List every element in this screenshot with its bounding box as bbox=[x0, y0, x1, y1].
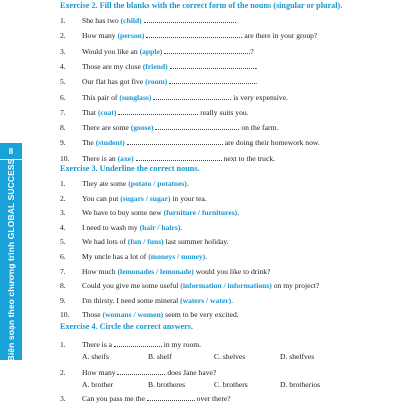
ex4-q1-option-a[interactable]: A. sheifs bbox=[82, 352, 109, 361]
ex4-question-1 bbox=[60, 339, 201, 351]
item-text: How many bbox=[82, 31, 118, 41]
item-number: 8. bbox=[60, 281, 66, 291]
item-number: 8. bbox=[60, 123, 66, 133]
item-text: Those are my close bbox=[82, 61, 143, 71]
item-text: seem to be very excited. bbox=[163, 310, 239, 320]
item-keyword: (axe) bbox=[117, 153, 134, 163]
exercise2-item bbox=[60, 122, 278, 134]
exercise2-item bbox=[60, 15, 236, 27]
answer-blank[interactable] bbox=[146, 30, 242, 38]
item-text: I need to wash my bbox=[82, 222, 140, 232]
item-text: are there in your group? bbox=[242, 31, 318, 41]
exercise2-item bbox=[60, 92, 288, 104]
sidebar bbox=[0, 0, 22, 400]
item-text: next to the truck. bbox=[221, 153, 276, 163]
question-text: over there? bbox=[194, 394, 231, 403]
exercise3-item bbox=[60, 236, 229, 248]
answer-blank[interactable] bbox=[136, 153, 222, 161]
answer-blank[interactable] bbox=[164, 46, 250, 54]
exercise2-item bbox=[60, 30, 317, 42]
item-text: The bbox=[82, 138, 96, 148]
item-text: How much bbox=[82, 266, 118, 276]
item-text: on my project? bbox=[271, 281, 320, 291]
item-number: 5. bbox=[60, 237, 66, 247]
answer-blank[interactable] bbox=[117, 367, 165, 375]
item-number: 9. bbox=[60, 295, 66, 305]
item-number: 7. bbox=[60, 107, 66, 117]
item-text: . bbox=[180, 222, 183, 232]
item-keyword: (sunglass) bbox=[119, 92, 152, 102]
item-text: Our flat has got five bbox=[82, 77, 146, 87]
item-keyword[interactable]: (waters / water) bbox=[180, 295, 232, 305]
exercise2-item bbox=[60, 137, 320, 149]
item-keyword[interactable]: (hair / hairs) bbox=[139, 222, 181, 232]
item-number: 4. bbox=[60, 61, 66, 71]
ex4-question-3 bbox=[60, 393, 231, 405]
ex4-q1-option-d[interactable]: D. shelfves bbox=[280, 352, 315, 361]
item-keyword[interactable]: (fun / funs) bbox=[127, 237, 164, 247]
item-keyword[interactable]: (womans / women) bbox=[102, 310, 164, 320]
item-text: I'm thirsty. I need some mineral bbox=[82, 295, 181, 305]
item-number: 6. bbox=[60, 92, 66, 102]
item-text: You can put bbox=[82, 193, 121, 203]
question-text: Can you pass me the bbox=[82, 394, 147, 403]
exercise2-item bbox=[60, 107, 249, 119]
ex4-q1-option-c[interactable]: C. shelves bbox=[214, 352, 246, 361]
exercise3-item bbox=[60, 222, 182, 234]
item-number: 5. bbox=[60, 77, 66, 87]
item-number: 4. bbox=[60, 222, 66, 232]
item-keyword[interactable]: (furniture / furnitures) bbox=[163, 208, 238, 218]
item-number: 7. bbox=[60, 266, 66, 276]
item-text: We have to buy some new bbox=[82, 208, 164, 218]
ex4-q2-option-d[interactable]: D. brotherios bbox=[280, 380, 321, 389]
item-text: . bbox=[237, 208, 240, 218]
item-keyword[interactable]: (lemonades / lemonade) bbox=[117, 266, 194, 276]
answer-blank[interactable] bbox=[170, 61, 256, 69]
item-number: 1. bbox=[60, 179, 66, 188]
item-keyword: (person) bbox=[117, 31, 145, 41]
answer-blank[interactable] bbox=[144, 15, 236, 23]
item-keyword: (apple) bbox=[139, 46, 163, 56]
item-text: That bbox=[82, 107, 98, 117]
item-text: Those bbox=[82, 310, 103, 320]
item-text: There is an bbox=[82, 153, 118, 163]
exercise3-item bbox=[60, 251, 207, 263]
exercise3-item bbox=[60, 309, 239, 321]
item-text: She has two bbox=[82, 16, 121, 25]
exercise3-item bbox=[60, 295, 233, 307]
page-number: 8 bbox=[0, 143, 22, 159]
question-number: 2. bbox=[60, 368, 66, 377]
item-keyword: (room) bbox=[145, 77, 168, 87]
answer-blank[interactable] bbox=[169, 76, 258, 87]
exercise3-item bbox=[60, 266, 270, 278]
item-text: . bbox=[205, 252, 208, 261]
ex4-q2-option-b[interactable]: B. brotheres bbox=[148, 380, 186, 389]
item-keyword[interactable]: (sugars / sugar) bbox=[120, 193, 171, 203]
item-text: We had lots of bbox=[82, 237, 128, 247]
item-number: 2. bbox=[60, 193, 66, 203]
ex4-question-2 bbox=[60, 367, 216, 379]
item-keyword: (friend) bbox=[142, 61, 168, 71]
item-number: 3. bbox=[60, 208, 66, 218]
exercise-2-title: Exercise 2. Fill the blanks with the correct form of the nouns (singular or plural). bbox=[60, 1, 343, 10]
exercise-3-title: Exercise 3. Underline the correct nouns. bbox=[60, 164, 200, 173]
item-text: are doing their homework now. bbox=[222, 138, 320, 148]
item-keyword: (student) bbox=[95, 138, 125, 148]
item-text: There are some bbox=[82, 123, 131, 133]
item-keyword: (child) bbox=[120, 16, 142, 25]
item-text: . bbox=[255, 61, 258, 71]
question-text: How many bbox=[82, 368, 118, 377]
item-number: 1. bbox=[60, 16, 66, 25]
item-text: in your tea. bbox=[170, 193, 207, 203]
item-number: 2. bbox=[60, 31, 66, 41]
sidebar-vertical-text: Biên soạn theo chương trình GLOBAL SUCCESS bbox=[6, 158, 16, 362]
item-text: would you like to drink? bbox=[193, 266, 271, 276]
item-keyword[interactable]: (potato / potatoes) bbox=[128, 179, 187, 188]
question-number: 1. bbox=[60, 340, 66, 349]
exercise3-item bbox=[60, 193, 207, 205]
item-keyword: (coat) bbox=[97, 107, 117, 117]
question-text: There is a bbox=[82, 340, 114, 349]
item-keyword[interactable]: (moneys / money) bbox=[148, 252, 206, 261]
item-text: Could you give me some useful bbox=[82, 281, 181, 291]
item-number: 10. bbox=[60, 153, 70, 163]
item-number: 10. bbox=[60, 310, 70, 320]
item-number: 3. bbox=[60, 46, 66, 56]
item-text: My uncle has a lot of bbox=[82, 252, 149, 261]
answer-blank[interactable] bbox=[114, 339, 162, 347]
exercise3-item bbox=[60, 178, 189, 190]
answer-blank[interactable] bbox=[127, 137, 223, 145]
exercise2-item bbox=[60, 61, 258, 73]
item-text: . bbox=[186, 179, 189, 188]
item-text: is very expensive. bbox=[231, 92, 288, 102]
item-text: Would you like an bbox=[82, 46, 140, 56]
item-text: really suits you. bbox=[198, 107, 249, 117]
exercise2-item bbox=[60, 76, 257, 88]
item-text: This pair of bbox=[82, 92, 120, 102]
exercise3-item bbox=[60, 207, 239, 219]
ex4-q1-option-b[interactable]: B. shelf bbox=[148, 352, 172, 361]
item-text: last summer holiday. bbox=[163, 237, 229, 247]
exercise2-item bbox=[60, 46, 254, 58]
exercise-4-title: Exercise 4. Circle the correct answers. bbox=[60, 322, 193, 331]
item-keyword: (goose) bbox=[130, 123, 154, 133]
item-text: ? bbox=[250, 46, 254, 56]
exercise3-item bbox=[60, 280, 319, 292]
item-text: . bbox=[231, 295, 234, 305]
ex4-q2-option-a[interactable]: A. brother bbox=[82, 380, 114, 389]
item-number: 6. bbox=[60, 252, 66, 261]
item-text: . bbox=[255, 77, 258, 87]
answer-blank[interactable] bbox=[155, 122, 239, 130]
ex4-q2-option-c[interactable]: C. brothers bbox=[214, 380, 248, 389]
item-text: They ate some bbox=[82, 179, 129, 188]
exercise2-item bbox=[60, 153, 275, 165]
answer-blank[interactable] bbox=[153, 92, 231, 100]
item-text: on the farm. bbox=[239, 123, 279, 133]
question-text: does Jane have? bbox=[165, 368, 217, 377]
question-number: 3. bbox=[60, 394, 66, 403]
answer-blank[interactable] bbox=[118, 107, 198, 115]
question-text: in my room. bbox=[161, 340, 202, 349]
item-number: 9. bbox=[60, 138, 66, 148]
item-keyword[interactable]: (information / informations) bbox=[180, 281, 272, 291]
